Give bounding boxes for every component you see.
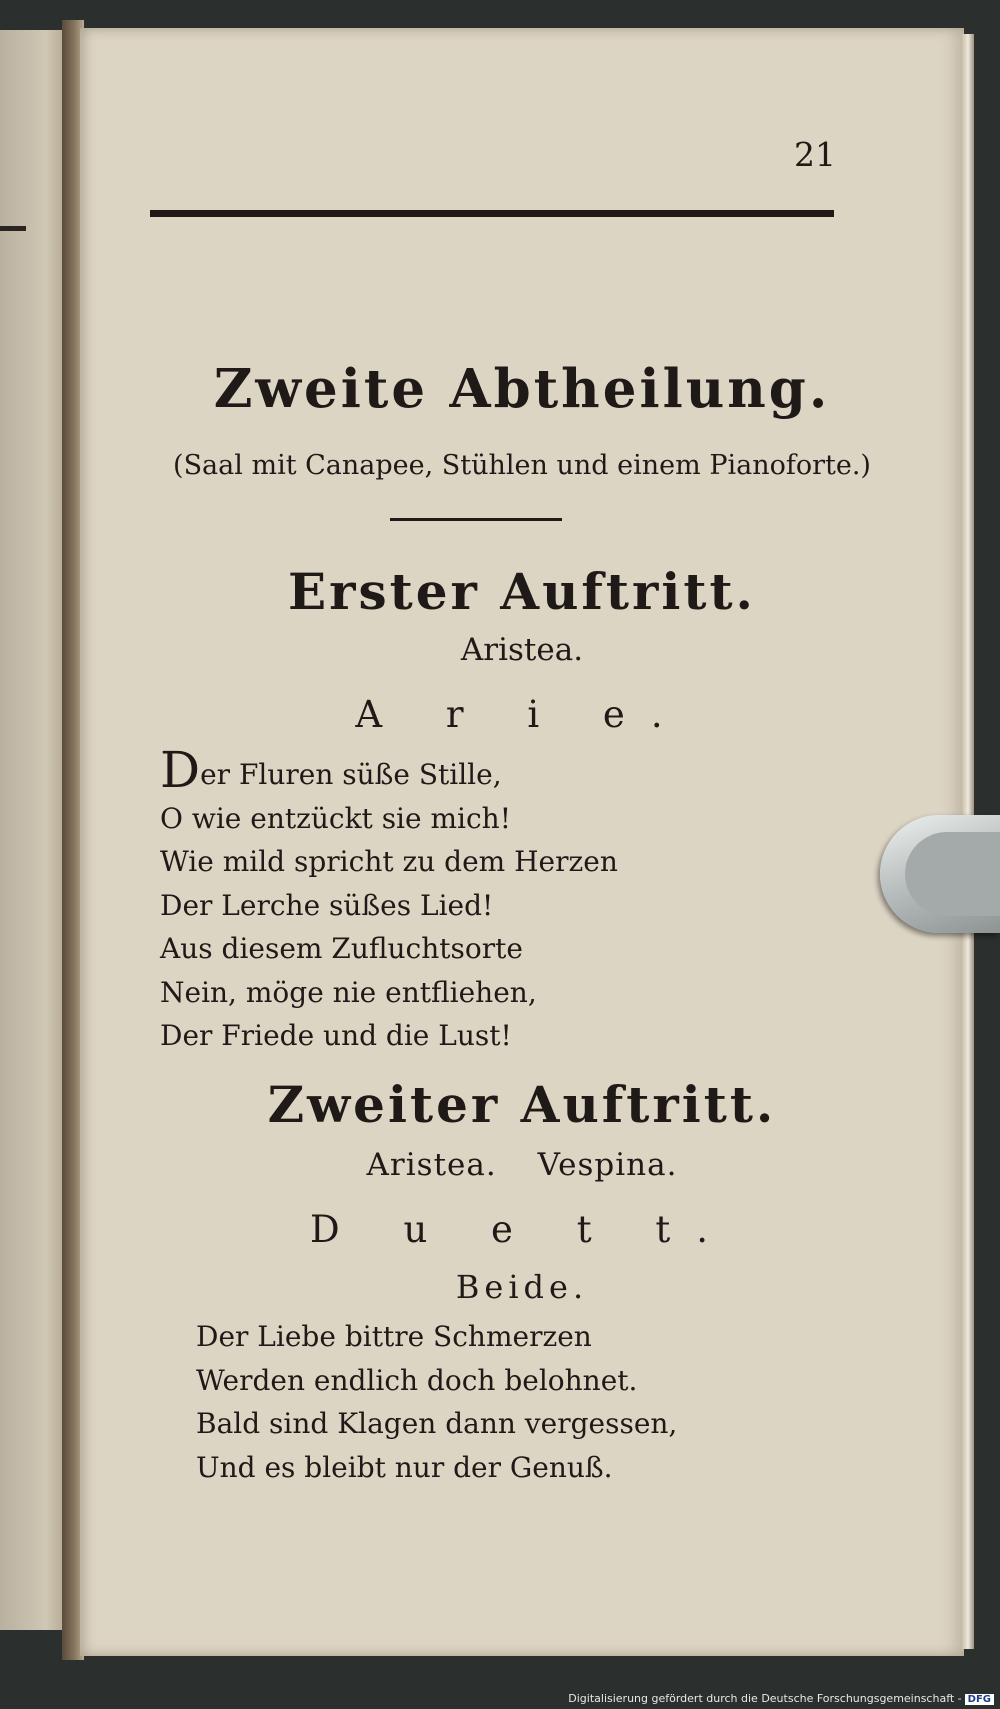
footer-text: Digitalisierung gefördert durch die Deutsche Forschungsgemeinschaft - xyxy=(568,1692,962,1705)
verse-line xyxy=(160,741,618,799)
aria-heading: A r i e. xyxy=(355,693,689,736)
verse-line: Der Friede und die Lust! xyxy=(160,1019,512,1052)
duet-verse xyxy=(196,1315,677,1489)
verse-line: Wie mild spricht zu dem Herzen xyxy=(160,845,618,878)
verse-line: Der Liebe bittre Schmerzen xyxy=(196,1320,592,1353)
verse-line: Werden endlich doch belohnet. xyxy=(196,1363,638,1397)
scene-characters-2: Aristea. Vespina. xyxy=(366,1147,678,1183)
header-rule xyxy=(150,210,834,217)
scene-characters-1: Aristea. xyxy=(460,632,584,668)
verse-line: Aus diesem Zufluchtsorte xyxy=(160,932,523,965)
singer-label: Beide. xyxy=(455,1268,589,1306)
dfg-logo: DFG xyxy=(965,1694,994,1705)
verse-line: Und es bleibt nur der Genuß. xyxy=(196,1450,613,1484)
verse-line: Bald sind Klagen dann vergessen, xyxy=(196,1407,678,1440)
section-divider xyxy=(390,518,562,521)
drop-cap: D xyxy=(160,741,201,799)
verse-line: Der Lerche süßes Lied! xyxy=(160,888,494,922)
verse-line: Nein, möge nie entfliehen, xyxy=(160,975,537,1009)
verse-line: O wie entzückt sie mich! xyxy=(160,801,511,835)
stage-direction: (Saal mit Canapee, Stühlen und einem Pianoforte.) xyxy=(173,450,871,481)
page-number: 21 xyxy=(794,135,836,174)
duet-heading: D u e t t. xyxy=(310,1208,734,1251)
page-clip-inner xyxy=(905,832,1000,916)
digitization-footer xyxy=(568,1692,994,1705)
left-page xyxy=(0,30,66,1630)
scene-title-2: Zweiter Auftritt. xyxy=(267,1075,777,1134)
aria-verse xyxy=(160,741,618,1058)
scene-title-1: Erster Auftritt. xyxy=(288,562,756,621)
part-title: Zweite Abtheilung. xyxy=(213,358,831,420)
left-page-mark xyxy=(0,226,26,231)
verse-line-text: er Fluren süße Stille, xyxy=(200,758,502,791)
